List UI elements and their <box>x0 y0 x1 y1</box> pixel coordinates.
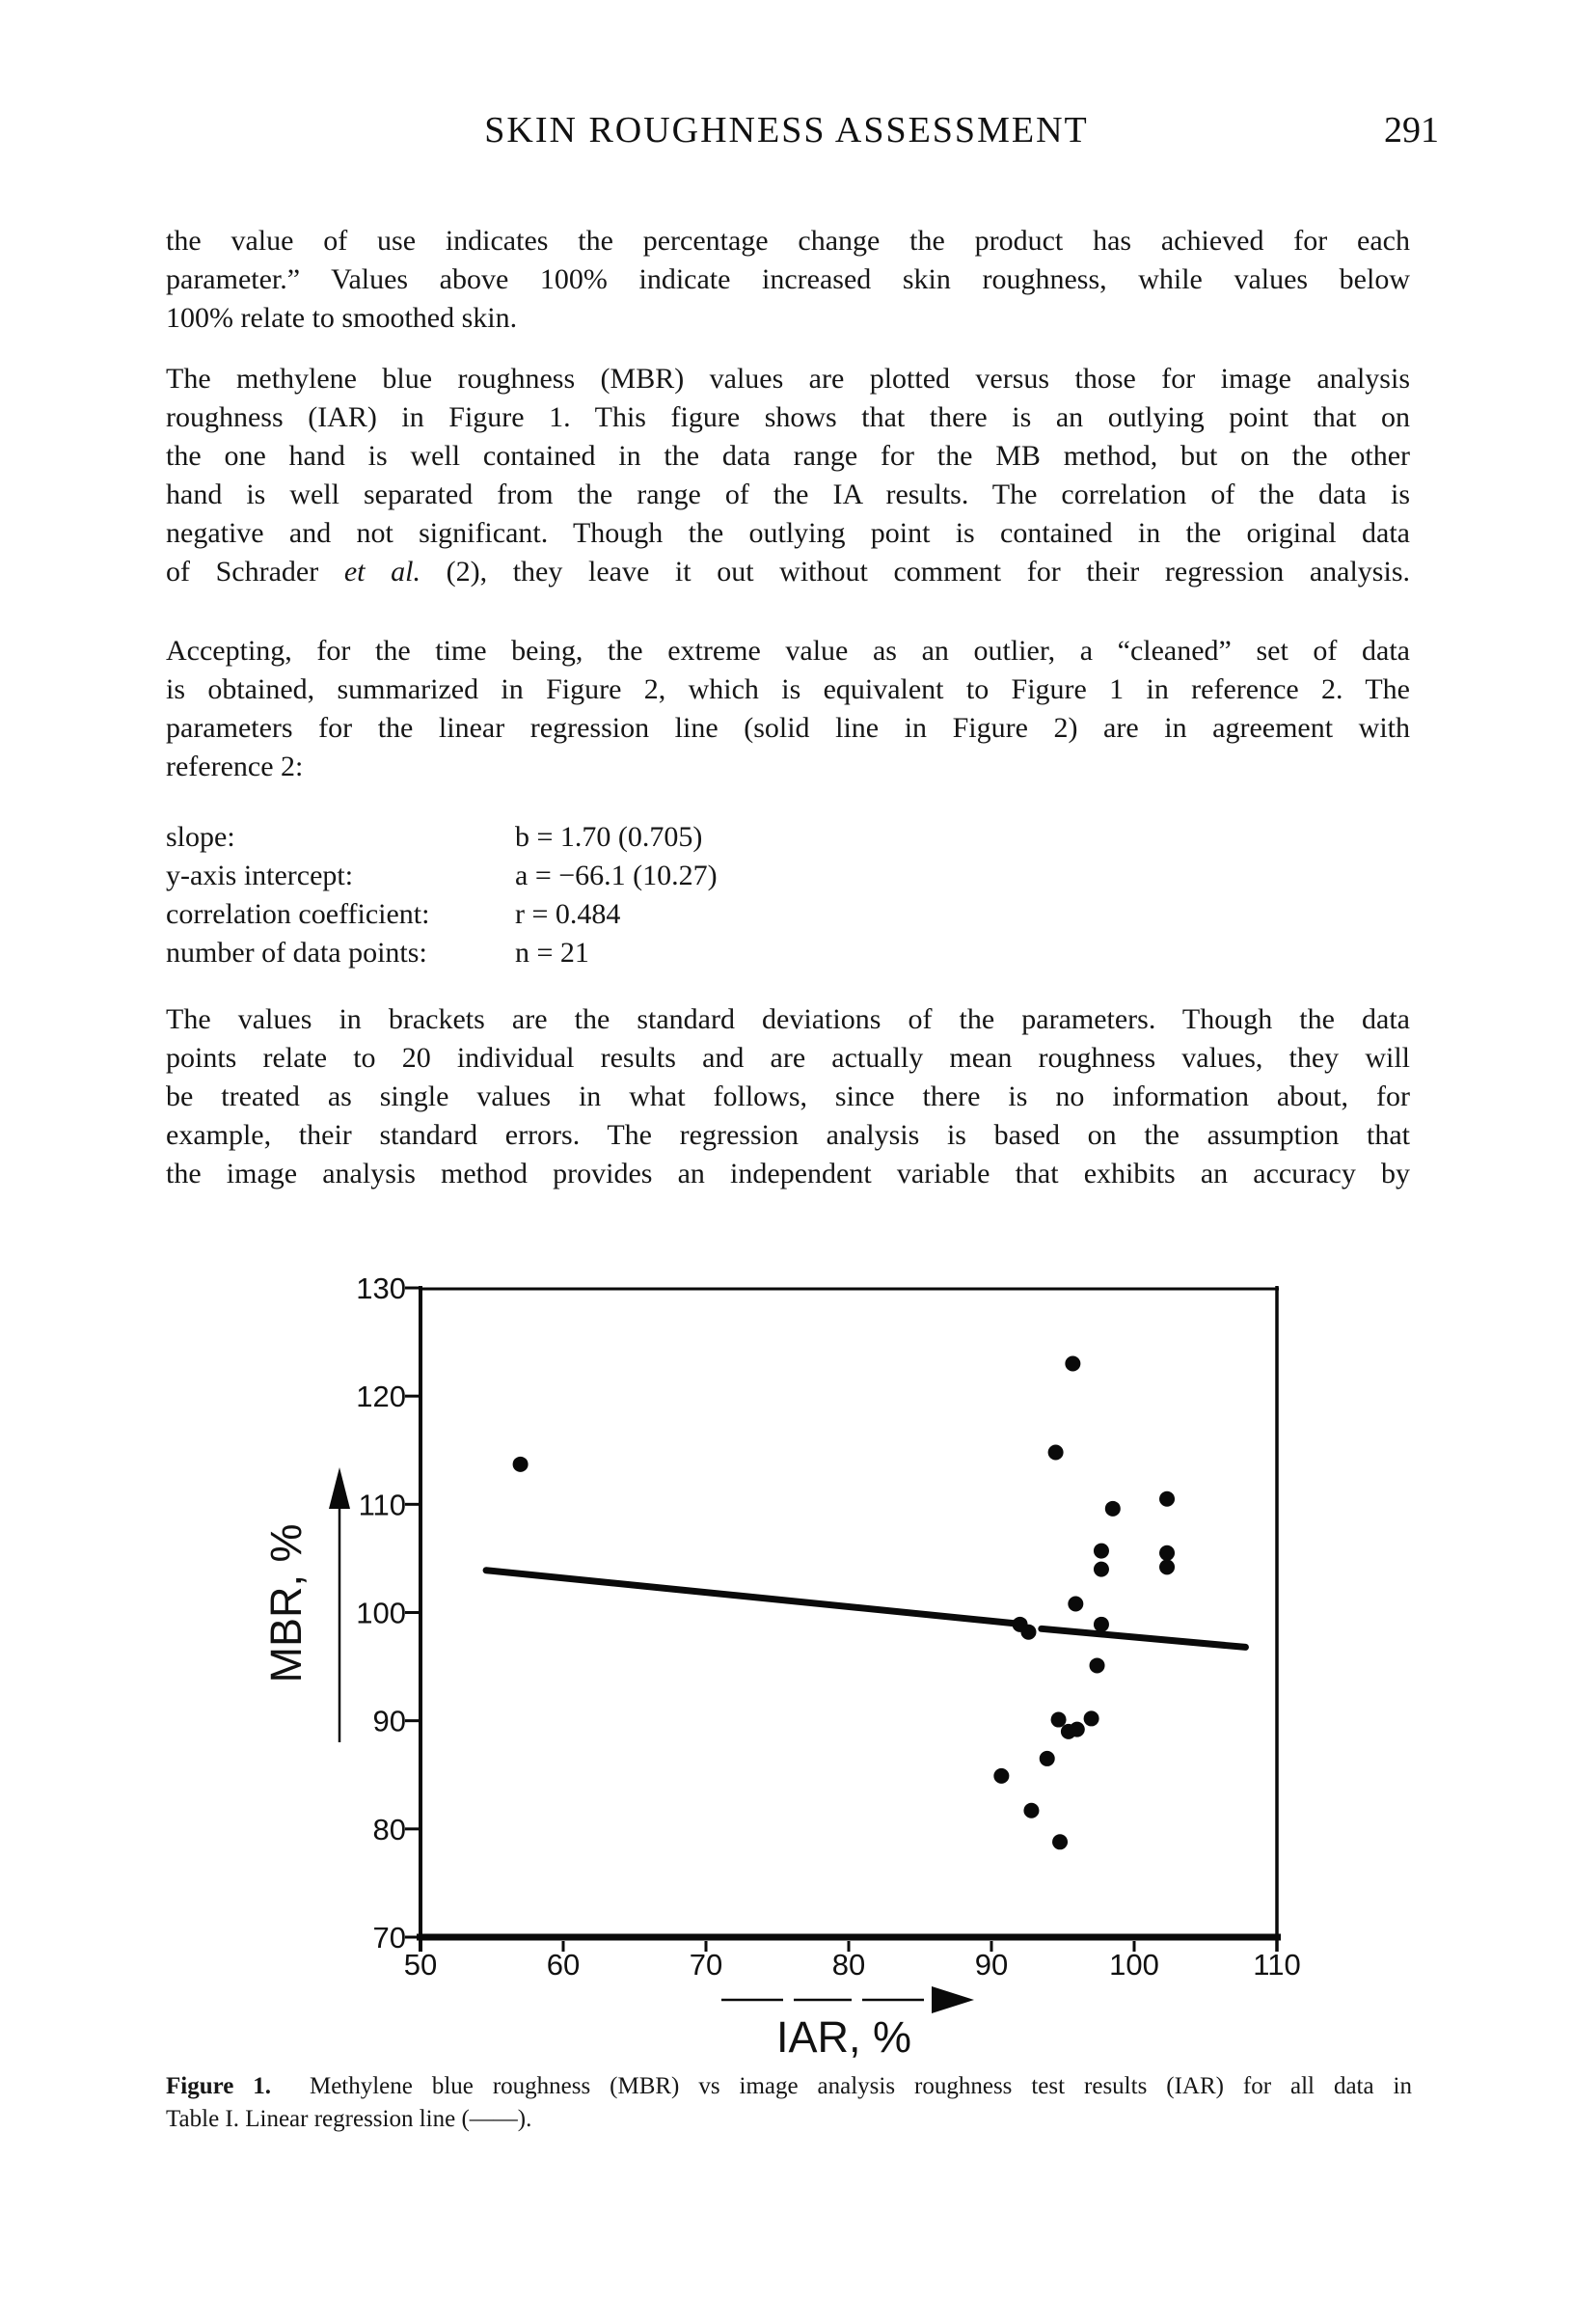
text-line: be treated as single values in what follows, since there is no information about, for <box>166 1080 1410 1112</box>
x-tick-label: 100 <box>1109 1948 1159 1982</box>
y-tick-label: 80 <box>372 1812 406 1846</box>
text-line: 100% relate to smoothed skin. <box>166 302 518 334</box>
text-line: reference 2: <box>166 751 304 782</box>
x-tick-label: 50 <box>403 1948 438 1982</box>
param-label: slope: <box>166 821 235 853</box>
data-point <box>1090 1657 1105 1673</box>
text-line: The values in brackets are the standard deviations of the parameters. Though the data <box>166 1003 1410 1035</box>
paragraph-1 <box>166 222 1410 338</box>
page-number: 291 <box>1384 110 1439 150</box>
x-tick-label: 60 <box>546 1948 581 1982</box>
x-tick-label: 80 <box>831 1948 866 1982</box>
param-value: n = 21 <box>515 937 589 969</box>
text-span: (2), they leave it out without comment for their regression analysis. <box>420 556 1410 588</box>
param-value: r = 0.484 <box>515 898 621 930</box>
text-line: parameters for the linear regression line (solid line in Figure 2) are in agreement with <box>166 712 1410 744</box>
page-header-title: SKIN ROUGHNESS ASSESSMENT <box>484 110 1089 150</box>
regression-parameters-list <box>166 818 1410 972</box>
text-line: hand is well separated from the range of the IA results. The correlation of the data is <box>166 478 1410 510</box>
param-label: number of data points: <box>166 937 427 969</box>
x-tick-label: 110 <box>1253 1948 1301 1982</box>
y-tick-label: 100 <box>356 1596 406 1630</box>
param-label: y-axis intercept: <box>166 860 354 891</box>
text-line: is obtained, summarized in Figure 2, which is equivalent to Figure 1 in reference 2. The <box>166 673 1410 705</box>
param-row <box>166 895 1410 934</box>
text-line: The methylene blue roughness (MBR) values are plotted versus those for image analysis <box>166 363 1410 395</box>
data-point <box>1023 1803 1039 1818</box>
text-span: of Schrader <box>166 556 344 588</box>
y-axis-arrow-head <box>329 1467 350 1509</box>
param-value: a = −66.1 (10.27) <box>515 860 718 891</box>
paragraph-4 <box>166 1000 1410 1193</box>
caption-line <box>166 2070 1412 2103</box>
y-tick-label: 120 <box>356 1380 406 1414</box>
regression-line-segment <box>486 1571 1015 1624</box>
data-point <box>1065 1356 1080 1372</box>
caption-line: Table I. Linear regression line (——). <box>166 2106 532 2132</box>
data-point <box>1159 1491 1175 1507</box>
param-row <box>166 857 1410 895</box>
data-point <box>1040 1751 1055 1766</box>
param-row <box>166 934 1410 972</box>
text-line: example, their standard errors. The regression analysis is based on the assumption that <box>166 1119 1410 1151</box>
italic-text-span: et al. <box>343 556 420 588</box>
data-point <box>513 1457 529 1472</box>
data-point <box>1159 1559 1175 1574</box>
data-point <box>1084 1710 1099 1726</box>
data-point <box>1105 1501 1121 1517</box>
data-point <box>993 1768 1009 1784</box>
data-point <box>1094 1544 1109 1559</box>
text-line: the one hand is well contained in the data range for the MB method, but on the other <box>166 440 1410 472</box>
text-line: roughness (IAR) in Figure 1. This figure shows that there is an outlying point that on <box>166 401 1410 433</box>
y-axis-label: MBR, % <box>261 1523 311 1683</box>
data-point <box>1070 1722 1085 1737</box>
y-tick-label: 110 <box>358 1488 406 1522</box>
data-point <box>1020 1625 1036 1640</box>
x-axis-label: IAR, % <box>775 2012 912 2062</box>
scatter-chart-figure-1 <box>0 1254 1573 2069</box>
param-value: b = 1.70 (0.705) <box>515 821 703 853</box>
text-line: negative and not significant. Though the outlying point is contained in the original data <box>166 517 1410 549</box>
regression-line-segment <box>1042 1628 1246 1647</box>
data-point <box>1068 1597 1083 1612</box>
figure-caption <box>166 2070 1412 2136</box>
text-line: points relate to 20 individual results and are actually mean roughness values, they will <box>166 1042 1410 1074</box>
paragraph-3 <box>166 632 1410 786</box>
text-line: Accepting, for the time being, the extreme value as an outlier, a “cleaned” set of data <box>166 635 1410 667</box>
caption-text: Methylene blue roughness (MBR) vs image analysis roughness test results (IAR) for all data in <box>309 2073 1412 2099</box>
x-tick-label: 70 <box>689 1948 723 1982</box>
caption-label: Figure 1. <box>166 2073 272 2099</box>
paragraph-2 <box>166 360 1410 591</box>
data-point <box>1048 1444 1064 1460</box>
text-line: parameter.” Values above 100% indicate increased skin roughness, while values below <box>166 263 1410 295</box>
param-row <box>166 818 1410 857</box>
text-line: the image analysis method provides an independent variable that exhibits an accuracy by <box>166 1158 1410 1189</box>
data-point <box>1159 1545 1175 1561</box>
text-line <box>166 553 1410 591</box>
y-tick-label: 70 <box>372 1921 406 1955</box>
param-label: correlation coefficient: <box>166 898 430 930</box>
y-tick-label: 90 <box>372 1704 406 1738</box>
text-line: the value of use indicates the percentage change the product has achieved for each <box>166 225 1410 257</box>
data-point <box>1094 1562 1109 1577</box>
x-axis-arrow-head <box>932 1986 974 2013</box>
data-point <box>1094 1617 1109 1632</box>
y-tick-label: 130 <box>356 1271 406 1305</box>
data-point <box>1052 1834 1068 1849</box>
x-tick-label: 90 <box>974 1948 1009 1982</box>
data-point <box>1051 1712 1067 1728</box>
